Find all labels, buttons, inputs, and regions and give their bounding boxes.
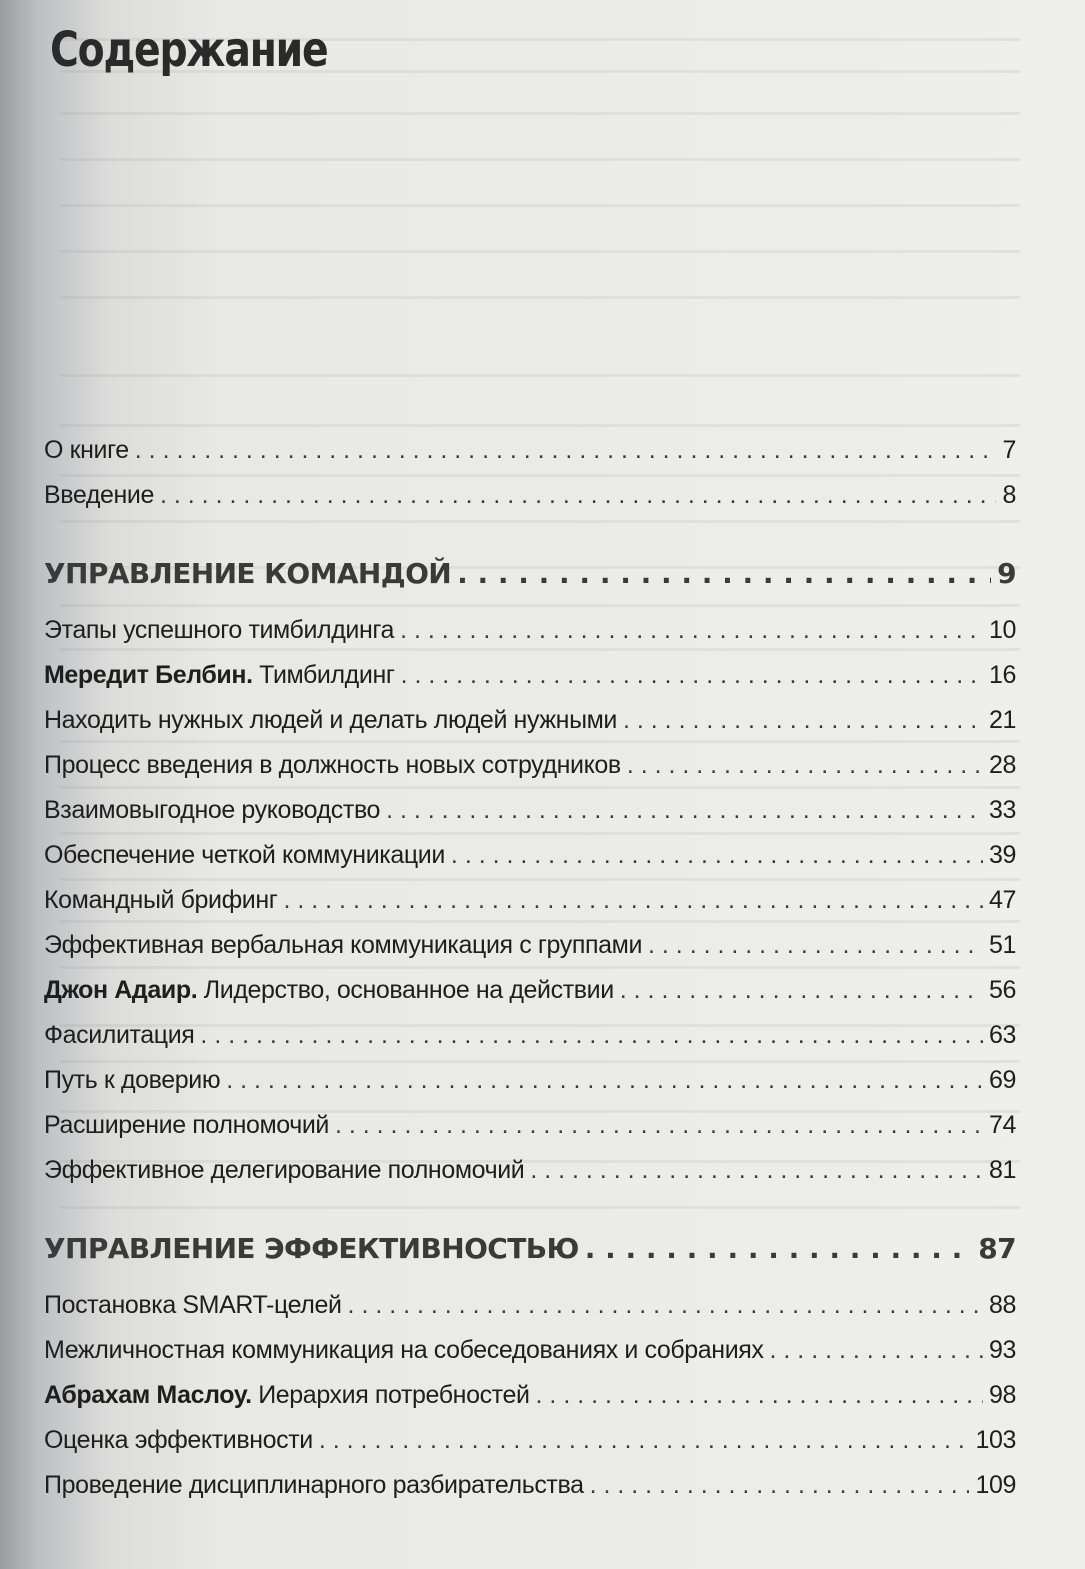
dot-leader xyxy=(620,974,983,1006)
toc-entry[interactable] xyxy=(44,479,1016,511)
entry-author: Мередит Белбин. xyxy=(44,661,253,689)
entry-page-number: 39 xyxy=(988,841,1016,869)
dot-leader xyxy=(770,1334,983,1366)
entry-title: Межличностная коммуникация на собеседованиях и собраниях xyxy=(44,1336,764,1364)
entry-title: Расширение полномочий xyxy=(44,1111,329,1139)
dot-leader xyxy=(319,1424,970,1456)
toc-entry[interactable] xyxy=(44,974,1016,1006)
entry-page-number: 56 xyxy=(988,976,1016,1004)
entry-title: Постановка SMART-целей xyxy=(44,1291,342,1319)
dot-leader xyxy=(335,1109,983,1141)
entry-title: Лидерство, основанное на действии xyxy=(197,976,614,1004)
section-title: УПРАВЛЕНИЕ ЭФФЕКТИВНОСТЬЮ xyxy=(44,1232,579,1265)
entry-page-number: 98 xyxy=(988,1381,1016,1409)
entry-page-number: 47 xyxy=(988,886,1016,914)
toc-entry[interactable] xyxy=(44,749,1016,781)
entry-title: Введение xyxy=(44,481,154,509)
toc-entry[interactable] xyxy=(44,929,1016,961)
entry-page-number: 88 xyxy=(988,1291,1016,1319)
entry-title: Эффективная вербальная коммуникация с группами xyxy=(44,931,643,959)
entry-page-number: 81 xyxy=(988,1156,1016,1184)
dot-leader xyxy=(226,1064,983,1096)
toc-entry[interactable] xyxy=(44,1379,1016,1411)
toc-entry[interactable] xyxy=(44,839,1016,871)
dot-leader xyxy=(283,884,983,916)
dot-leader xyxy=(590,1469,970,1501)
toc-entry[interactable] xyxy=(44,659,1016,691)
entry-title: Взаимовыгодное руководство xyxy=(44,796,381,824)
entry-page-number: 10 xyxy=(988,616,1016,644)
entry-page-number: 87 xyxy=(978,1232,1016,1265)
toc-entry[interactable] xyxy=(44,1064,1016,1096)
entry-title: О книге xyxy=(44,436,129,464)
entry-title: Путь к доверию xyxy=(44,1066,221,1094)
entry-page-number: 63 xyxy=(988,1021,1016,1049)
dot-leader xyxy=(160,479,996,511)
entry-title: Проведение дисциплинарного разбирательства xyxy=(44,1471,584,1499)
dot-leader xyxy=(348,1289,983,1321)
entry-title: Этапы успешного тимбилдинга xyxy=(44,616,395,644)
entry-page-number: 16 xyxy=(988,661,1016,689)
entry-title: Тимбилдинг xyxy=(252,661,395,689)
entry-page-number: 109 xyxy=(975,1471,1016,1499)
dot-leader xyxy=(200,1019,983,1051)
dot-leader xyxy=(386,794,983,826)
entry-title: Иерархия потребностей xyxy=(251,1381,530,1409)
toc-entry[interactable] xyxy=(44,614,1016,646)
toc-entry[interactable] xyxy=(44,1109,1016,1141)
dot-leader xyxy=(536,1379,983,1411)
entry-title: Командный брифинг xyxy=(44,886,278,914)
entry-author: Абрахам Маслоу. xyxy=(44,1381,252,1409)
toc-section-heading[interactable] xyxy=(44,558,1016,590)
toc-entry[interactable] xyxy=(44,434,1016,466)
toc-entry[interactable] xyxy=(44,1334,1016,1366)
entry-page-number: 74 xyxy=(988,1111,1016,1139)
entry-title: Обеспечение четкой коммуникации xyxy=(44,841,445,869)
entry-title: Эффективное делегирование полномочий xyxy=(44,1156,525,1184)
entry-title: Находить нужных людей и делать людей нужными xyxy=(44,706,617,734)
dot-leader xyxy=(451,839,983,871)
dot-leader xyxy=(585,1233,972,1265)
toc-entry[interactable] xyxy=(44,704,1016,736)
entry-page-number: 33 xyxy=(988,796,1016,824)
page-title: Содержание xyxy=(50,22,328,78)
toc-entry[interactable] xyxy=(44,1154,1016,1186)
entry-page-number: 51 xyxy=(988,931,1016,959)
dot-leader xyxy=(623,704,983,736)
entry-title: Оценка эффективности xyxy=(44,1426,313,1454)
section-title: УПРАВЛЕНИЕ КОМАНДОЙ xyxy=(44,557,452,590)
entry-title: Процесс введения в должность новых сотрудников xyxy=(44,751,621,779)
dot-leader xyxy=(401,659,983,691)
dot-leader xyxy=(627,749,983,781)
dot-leader xyxy=(135,434,997,466)
toc-entry[interactable] xyxy=(44,794,1016,826)
entry-page-number: 21 xyxy=(988,706,1016,734)
dot-leader xyxy=(457,558,991,590)
entry-page-number: 28 xyxy=(988,751,1016,779)
toc-entry[interactable] xyxy=(44,1424,1016,1456)
dot-leader xyxy=(648,929,983,961)
toc-entry[interactable] xyxy=(44,1469,1016,1501)
toc-entry[interactable] xyxy=(44,884,1016,916)
dot-leader xyxy=(400,614,983,646)
entry-page-number: 7 xyxy=(1002,436,1016,464)
entry-page-number: 8 xyxy=(1002,481,1016,509)
entry-page-number: 93 xyxy=(988,1336,1016,1364)
toc-entry[interactable] xyxy=(44,1019,1016,1051)
entry-author: Джон Адаир. xyxy=(44,976,198,1004)
entry-page-number: 69 xyxy=(988,1066,1016,1094)
dot-leader xyxy=(530,1154,983,1186)
entry-title: Фасилитация xyxy=(44,1021,195,1049)
toc-entry[interactable] xyxy=(44,1289,1016,1321)
toc-section-heading[interactable] xyxy=(44,1233,1016,1265)
entry-page-number: 9 xyxy=(997,557,1016,590)
entry-page-number: 103 xyxy=(975,1426,1016,1454)
